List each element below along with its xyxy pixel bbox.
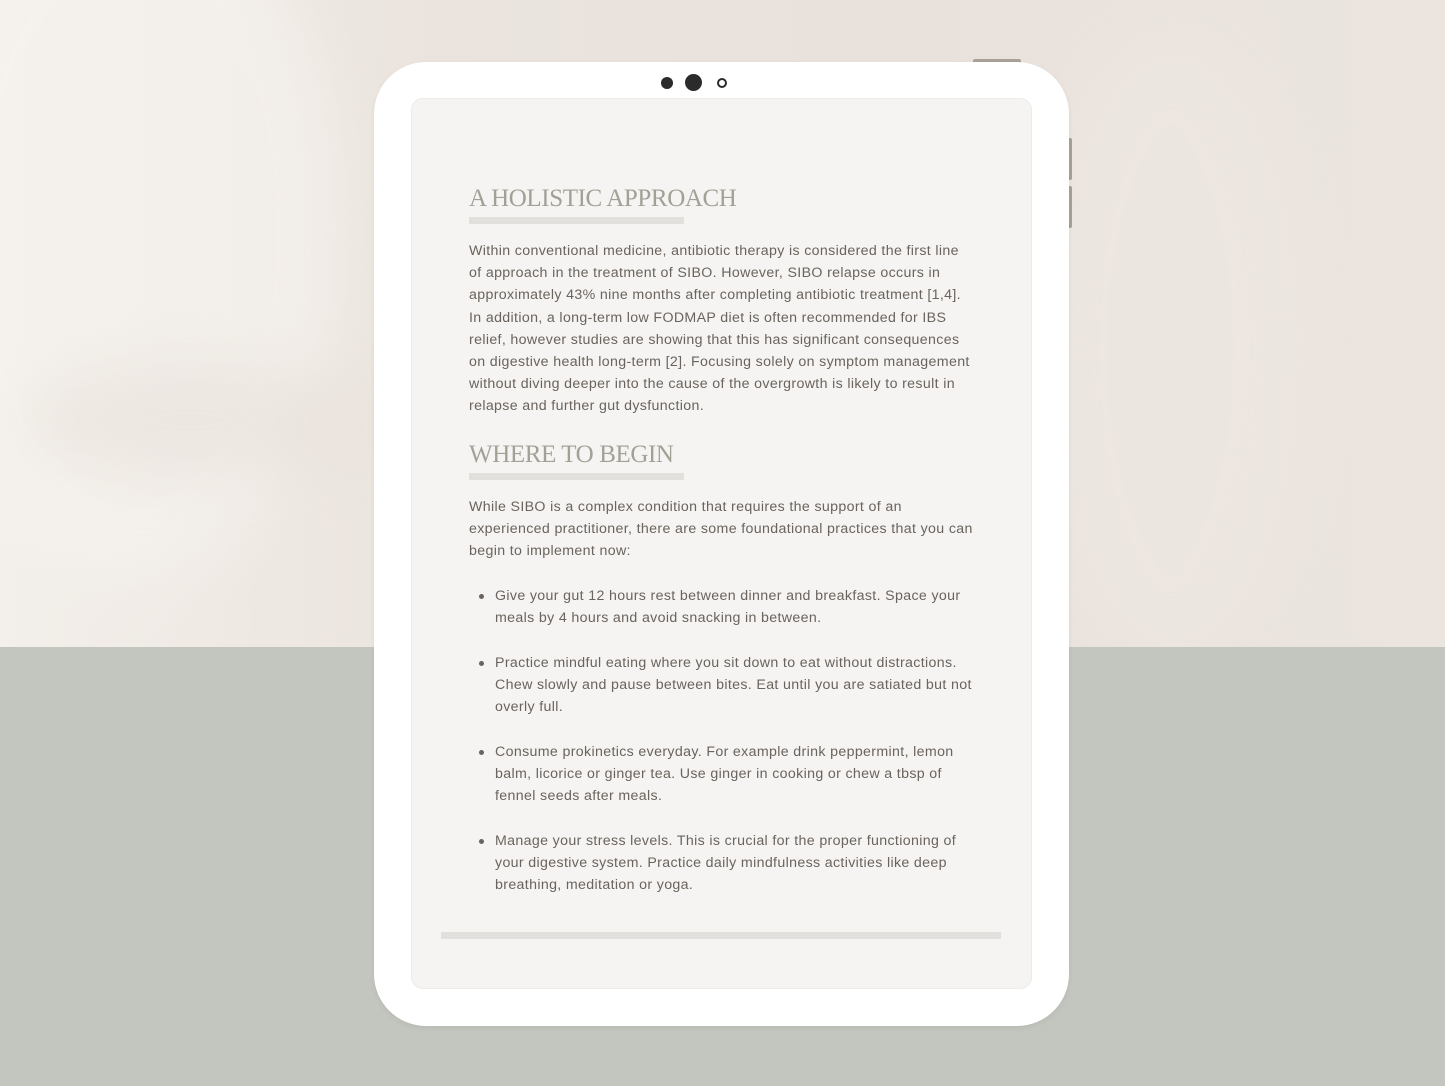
section-intro-where-to-begin: While SIBO is a complex condition that requires the support of an experienced practitioner, there are some foundational practices that you can begin to implement now: (469, 499, 973, 560)
heading-underline (469, 217, 684, 224)
light-sensor-icon (717, 78, 727, 88)
list-item-text: Practice mindful eating where you sit down to eat without distractions. Chew slowly and pause between bites. Eat until you are satiated but not overly full. (495, 654, 972, 716)
sensor-icon (661, 77, 673, 89)
section-body-holistic: Within conventional medicine, antibiotic therapy is considered the first line of approach in the treatment of SIBO. However, SIBO relapse occurs in approximately 43% nine months after completing antibiotic treatment [1,4]. In addition, a long-term low FODMAP diet is often recommended for IBS relief, however studies are showing that this has significant consequences on digestive health long-term [2]. Focusing solely on symptom management without diving deeper into the cause of the overgrowth is likely to result in relapse and further gut dysfunction. (469, 243, 970, 415)
bullet-icon (479, 750, 484, 755)
bullet-icon (479, 594, 484, 599)
list-item (469, 741, 974, 808)
window-light-shape (0, 0, 340, 580)
window-light-shape (1040, 40, 1300, 647)
section-heading-holistic: A HOLISTIC APPROACH (469, 185, 737, 212)
camera-icon (685, 74, 702, 91)
list-item-text: Consume prokinetics everyday. For example drink peppermint, lemon balm, licorice or ginger tea. Use ginger in cooking or chew a tbsp of fennel seeds after meals. (495, 743, 954, 805)
list-item (469, 830, 974, 897)
footer-divider (441, 932, 1001, 939)
bullet-icon (479, 839, 484, 844)
section-heading-where-to-begin: WHERE TO BEGIN (469, 441, 674, 468)
heading-underline (469, 473, 684, 480)
bullet-icon (479, 661, 484, 666)
list-item (469, 585, 974, 629)
practices-list (469, 585, 974, 918)
list-item-text: Give your gut 12 hours rest between dinner and breakfast. Space your meals by 4 hours and avoid snacking in between. (495, 588, 961, 627)
shadow-shape (20, 360, 360, 480)
list-item (469, 652, 974, 719)
list-item-text: Manage your stress levels. This is crucial for the proper functioning of your digestive system. Practice daily mindfulness activities like deep breathing, meditation or yoga. (495, 832, 957, 893)
